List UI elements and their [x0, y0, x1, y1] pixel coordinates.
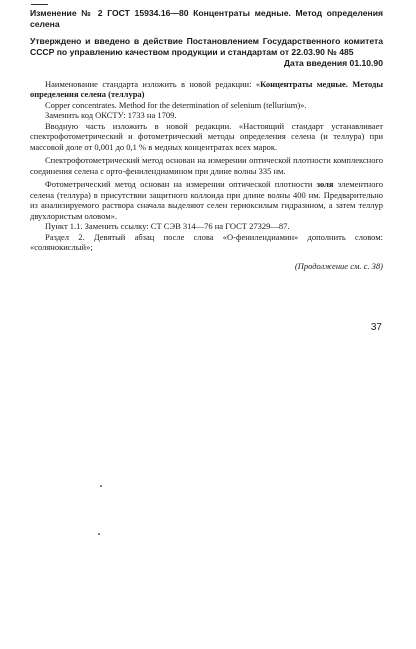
document-page — [0, 8, 416, 271]
scan-speck — [98, 533, 100, 535]
photometric-method-lead: Фотометрический метод основан на измерении оптической плотности — [45, 179, 317, 190]
photometric-method-rest: элементного селена (теллура) в присутствии защитного коллоида при длине волны 400 нм. Предварительно из анализируемого раствора сначала выделяют селен гериоксилым гидразином, а затем теллур двухлористым оловом». — [30, 179, 383, 221]
paragraph-photometric-method — [30, 179, 383, 221]
paragraph-section-2: Раздел 2. Девятый абзац после слова «О-фенилендиамин» дополнить словом: «солянокислый»; — [30, 231, 383, 253]
paragraph-clause-1-1: Пункт 1.1. Заменить ссылку: СТ СЭВ 314—76 на ГОСТ 27329—87. — [45, 221, 290, 232]
paragraph-english-title: Copper concentrates. Method for the determination of selenium (tellurium)». — [45, 99, 307, 110]
document-title: Изменение № 2 ГОСТ 15934.16—80 Концентраты медные. Метод определения селена — [30, 8, 383, 29]
scan-speck — [100, 485, 102, 487]
page-number: 37 — [370, 322, 382, 333]
photometric-method-emphasis: золя — [316, 179, 334, 190]
margin-rule-mark — [31, 4, 48, 5]
new-standard-title: Концентраты медные. Методы определения селена (теллура) — [30, 78, 383, 100]
approval-statement: Утверждено и введено в действие Постановлением Государственного комитета СССР по управлению качеством продукции и стандартам от 22.03.90 № 485 — [30, 36, 383, 57]
document-body — [30, 79, 383, 272]
paragraph-title-change — [30, 79, 383, 100]
paragraph-okstu-code: Заменить код ОКСТУ: 1733 на 1709. — [45, 110, 177, 121]
introduction-date: Дата введения 01.10.90 — [283, 58, 383, 69]
continuation-note: (Продолжение см. с. 38) — [294, 260, 383, 271]
paragraph-spectrophotometric-method: Спектрофотометрический метод основан на измерении оптической плотности комплексного соединения селена с орто-фенилендиамином при длине волны 335 нм. — [30, 155, 383, 176]
paragraph-introduction: Вводную часть изложить в новой редакции. «Настоящий стандарт устанавливает спектрофотометрический и фотометрический методы определения селена (и теллура) при массовой доле от 0,001 до 0,1 % в медных концентратах всех марок. — [30, 120, 383, 152]
paragraph-title-change-lead: Наименование стандарта изложить в новой редакции: « — [45, 78, 261, 89]
